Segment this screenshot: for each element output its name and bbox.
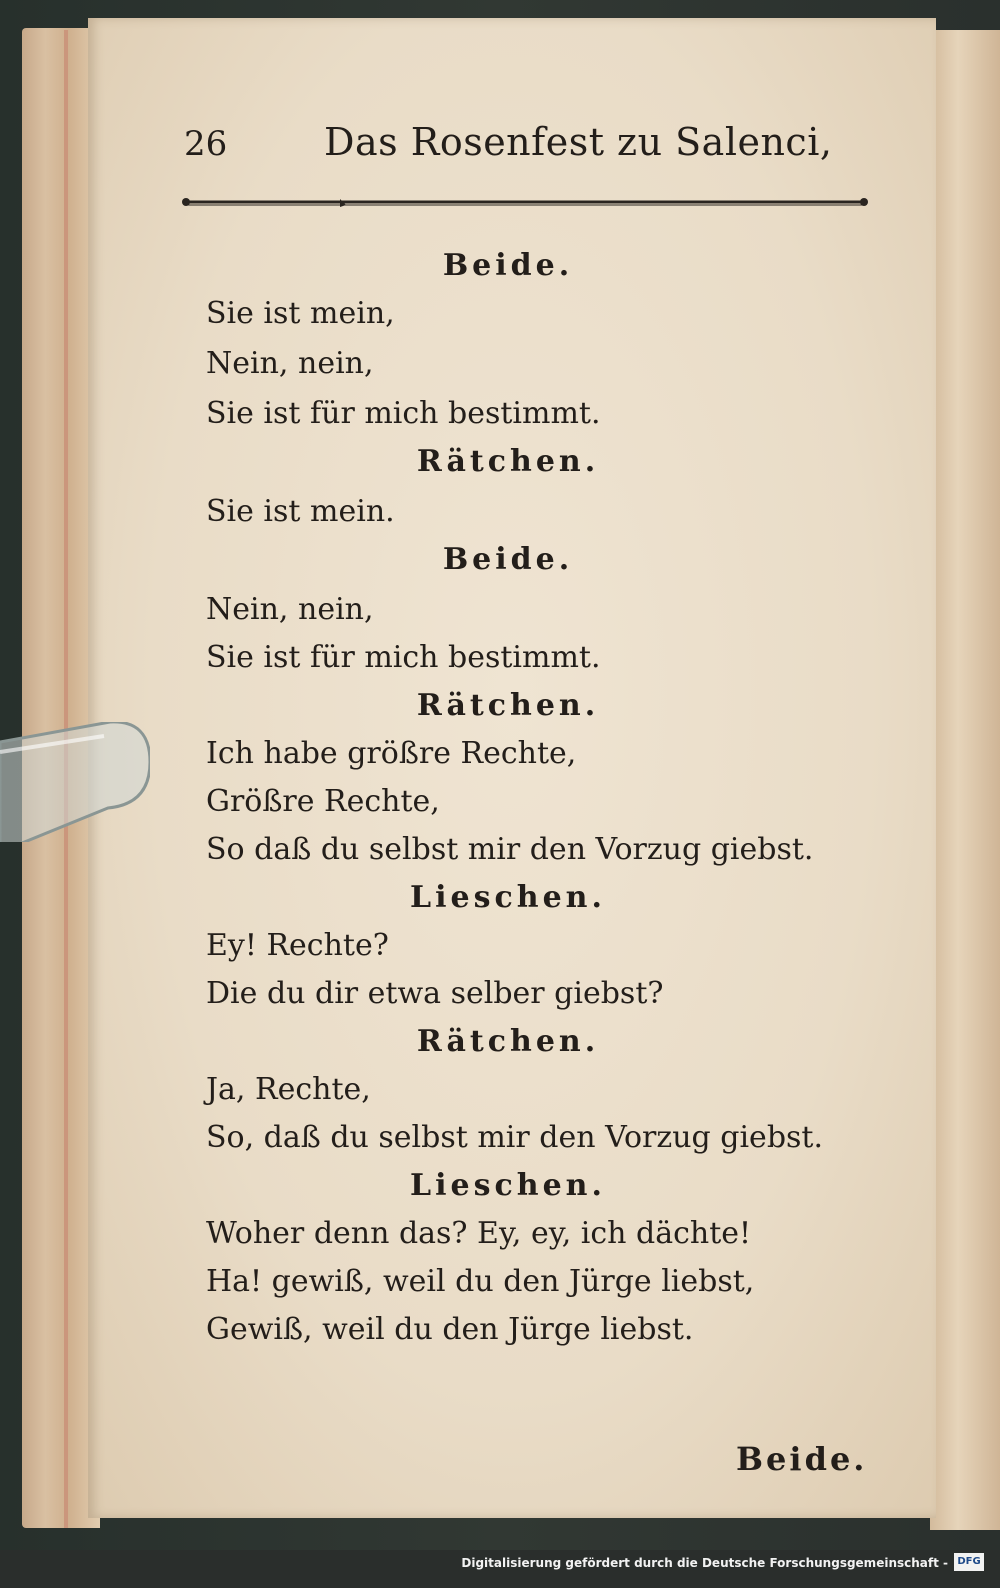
verse-line: Sie ist mein. xyxy=(206,494,395,529)
verse-line: Sie ist für mich bestimmt. xyxy=(206,640,601,675)
book-page xyxy=(88,18,936,1518)
page-number: 26 xyxy=(184,124,228,164)
verse-line: Ey! Rechte? xyxy=(206,928,389,963)
speaker-name: Beide. xyxy=(442,248,574,283)
verse-line: Größre Rechte, xyxy=(206,784,440,819)
verse-line: Ja, Rechte, xyxy=(206,1072,371,1107)
verse-line: Ich habe größre Rechte, xyxy=(206,736,577,771)
speaker-name: Rätchen. xyxy=(416,1024,600,1059)
right-page-stack xyxy=(930,30,1000,1530)
verse-line: So, daß du selbst mir den Vorzug giebst. xyxy=(206,1120,824,1155)
speaker-name: Rätchen. xyxy=(416,444,600,479)
speaker-name: Lieschen. xyxy=(410,1168,606,1203)
verse-line: Ha! gewiß, weil du den Jürge liebst, xyxy=(206,1264,755,1299)
catchword: Beide. xyxy=(736,1440,868,1478)
verse-line: So daß du selbst mir den Vorzug giebst. xyxy=(206,832,814,867)
verse-line: Sie ist mein, xyxy=(206,296,395,331)
verse-line: Nein, nein, xyxy=(206,592,374,627)
page-clip xyxy=(0,722,150,842)
verse-line: Sie ist für mich bestimmt. xyxy=(206,396,601,431)
header-rule xyxy=(180,196,870,208)
running-title: Das Rosenfest zu Salenci, xyxy=(324,120,833,164)
verse-line: Woher denn das? Ey, ey, ich dächte! xyxy=(206,1216,752,1251)
dfg-logo: DFG xyxy=(954,1553,984,1571)
speaker-name: Rätchen. xyxy=(416,688,600,723)
verse-line: Die du dir etwa selber giebst? xyxy=(206,976,664,1011)
verse-line: Nein, nein, xyxy=(206,346,374,381)
verse-line: Gewiß, weil du den Jürge liebst. xyxy=(206,1312,694,1347)
speaker-name: Lieschen. xyxy=(410,880,606,915)
digitization-credit: Digitalisierung gefördert durch die Deutsche Forschungsgemeinschaft - xyxy=(461,1556,948,1570)
speaker-name: Beide. xyxy=(442,542,574,577)
page-header xyxy=(88,116,936,176)
